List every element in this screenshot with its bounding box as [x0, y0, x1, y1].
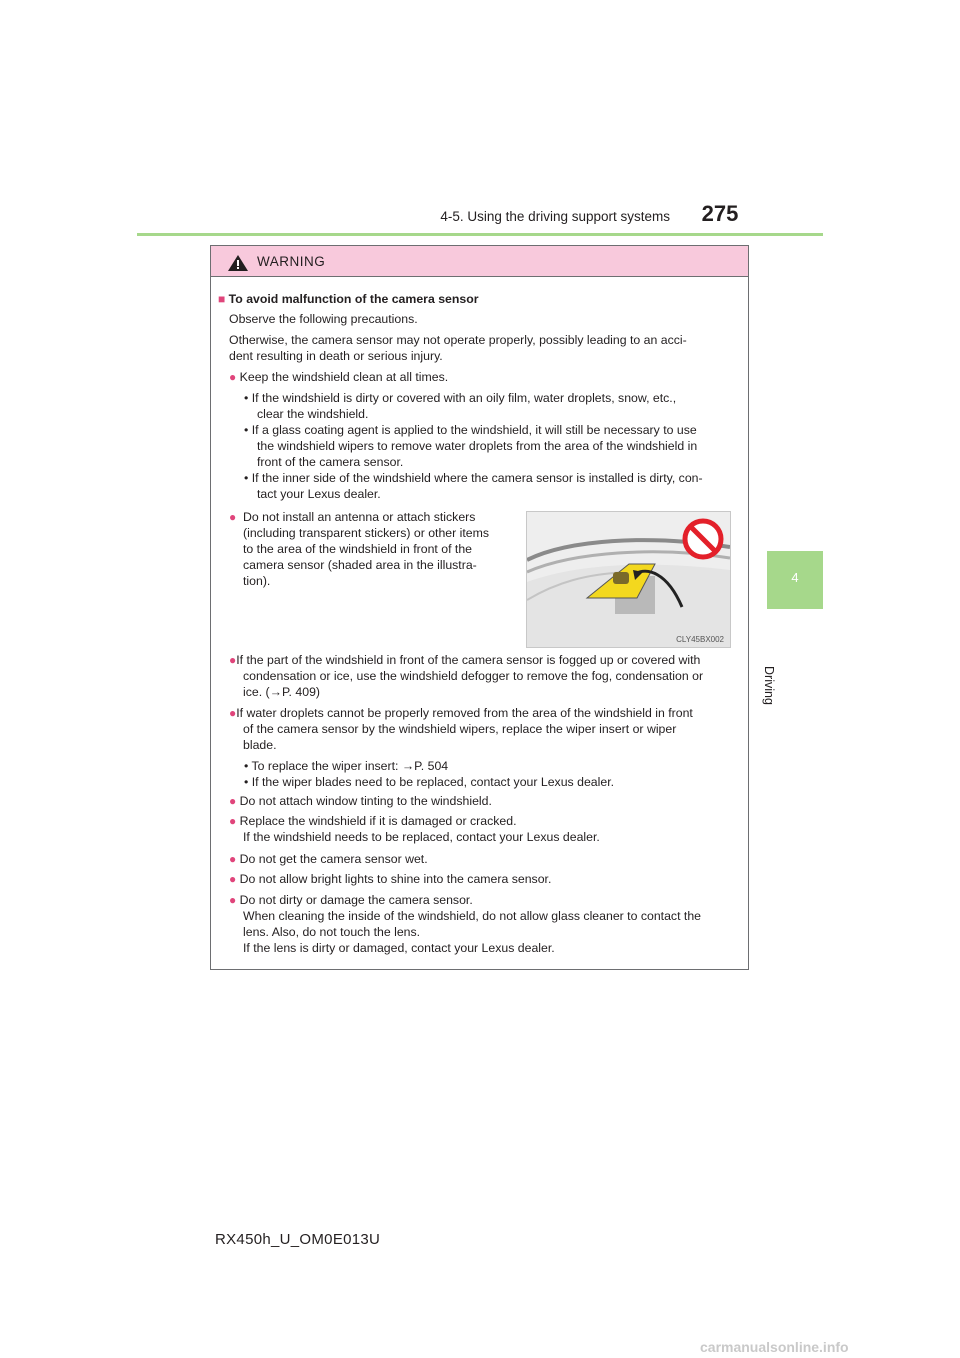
intro-consequence-line1: Otherwise, the camera sensor may not operate properly, possibly leading to an acci- [229, 333, 687, 347]
illustration-code: CLY45BX002 [676, 635, 724, 644]
lights-text: Do not allow bright lights to shine into the camera sensor. [239, 872, 552, 886]
sub-item-inner-line1: • If the inner side of the windshield where the camera sensor is installed is dirty, con- [244, 471, 703, 485]
list-item-text: Keep the windshield clean at all times. [239, 370, 449, 384]
header-rule [137, 233, 823, 236]
chapter-label: Driving [762, 666, 776, 705]
wet-text: Do not get the camera sensor wet. [239, 852, 428, 866]
watermark: carmanualsonline.info [700, 1339, 849, 1355]
chapter-label-container [762, 622, 820, 705]
replace-line1: Replace the windshield if it is damaged or cracked. [239, 814, 517, 828]
bullet-icon: ● [229, 872, 237, 886]
chapter-number: 4 [791, 570, 799, 585]
tint-text: Do not attach window tinting to the windshield. [239, 794, 492, 808]
intro-consequence-line2: dent resulting in death or serious injury. [229, 349, 443, 363]
sub-item-wiper-insert: • To replace the wiper insert: →P. 504 [244, 759, 449, 773]
page-number: 275 [701, 201, 739, 226]
list-item-antenna [229, 509, 236, 525]
bullet-icon: ● [229, 852, 237, 866]
bullet-icon: ● [229, 510, 237, 524]
damage-line1: Do not dirty or damage the camera sensor. [239, 893, 473, 907]
sub-item-wiper-blades: • If the wiper blades need to be replaced, contact your Lexus dealer. [244, 775, 615, 789]
fog-line2: condensation or ice, use the windshield defogger to remove the fog, condensation or [243, 669, 704, 683]
sub-item-coating-line2: the windshield wipers to remove water droplets from the area of the windshield in [257, 439, 698, 453]
heading-text: To avoid malfunction of the camera sensor [228, 292, 479, 306]
list-item-tint [229, 793, 492, 809]
damage-line3: lens. Also, do not touch the lens. [243, 925, 421, 939]
bullet-icon: ● [229, 370, 237, 384]
bullet-icon: ● [229, 893, 237, 907]
list-item-replace [229, 813, 517, 829]
bullet-icon: ● [229, 814, 237, 828]
warning-heading [218, 291, 738, 307]
list-item-damage [229, 892, 473, 908]
model-code: RX450h_U_OM0E013U [215, 1231, 381, 1248]
heading-marker: ■ [218, 292, 226, 306]
warning-header [211, 246, 748, 277]
damage-line2: When cleaning the inside of the windshield, do not allow glass cleaner to contact the [243, 909, 701, 923]
list-item-fog-line1 [229, 652, 743, 668]
sub-item-dirty-line1: • If the windshield is dirty or covered with an oily film, water droplets, snow, etc., [244, 391, 677, 405]
list-item-droplets-line1 [229, 705, 743, 721]
droplets-line2: of the camera sensor by the windshield wipers, replace the wiper insert or wiper [243, 722, 677, 736]
antenna-line5: tion). [243, 574, 271, 588]
antenna-line2: (including transparent stickers) or other items [243, 526, 490, 540]
replace-line2: If the windshield needs to be replaced, contact your Lexus dealer. [243, 830, 600, 844]
droplets-line1-text: If water droplets cannot be properly removed from the area of the windshield in front [236, 706, 693, 720]
sub-item-coating-line1: • If a glass coating agent is applied to the windshield, it will still be necessary to use [244, 423, 697, 437]
antenna-line3: to the area of the windshield in front of the [243, 542, 473, 556]
list-item-wet [229, 851, 428, 867]
antenna-line4: camera sensor (shaded area in the illustra- [243, 558, 477, 572]
bullet-icon: ● [229, 706, 237, 720]
intro-precautions: Observe the following precautions. [229, 312, 418, 326]
camera-sensor-illustration [526, 511, 731, 648]
section-title: 4-5. Using the driving support systems [440, 209, 670, 224]
sub-item-inner-line2: tact your Lexus dealer. [257, 487, 381, 501]
droplets-line3: blade. [243, 738, 277, 752]
bullet-icon: ● [229, 794, 237, 808]
windshield-drawing [527, 512, 730, 647]
fog-line3: ice. (→P. 409) [243, 685, 321, 699]
bullet-icon: ● [229, 653, 237, 667]
warning-title: WARNING [257, 254, 326, 269]
list-item-keep-clean [229, 369, 448, 385]
sub-item-dirty-line2: clear the windshield. [257, 407, 369, 421]
sub-item-coating-line3: front of the camera sensor. [257, 455, 404, 469]
list-item-lights [229, 871, 551, 887]
warning-triangle-icon [227, 254, 249, 272]
fog-line1-text: If the part of the windshield in front of the camera sensor is fogged up or covered with [236, 653, 701, 667]
antenna-line1: Do not install an antenna or attach stickers [243, 510, 476, 524]
damage-line4: If the lens is dirty or damaged, contact your Lexus dealer. [243, 941, 555, 955]
